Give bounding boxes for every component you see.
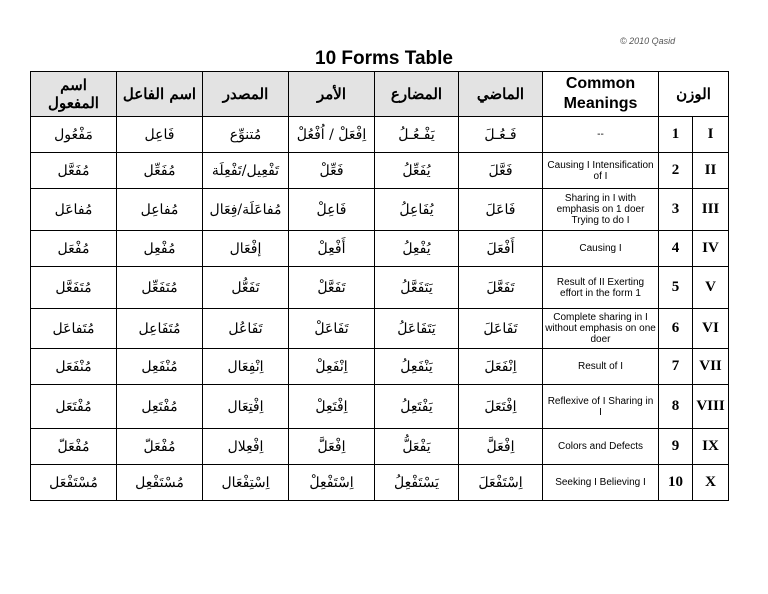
- imperative-cell: تَفَعَّلْ: [289, 267, 375, 309]
- form-roman-cell: VIII: [693, 385, 729, 429]
- form-roman-cell: X: [693, 465, 729, 501]
- masdar-cell: اِنْفِعَال: [203, 349, 289, 385]
- masdar-cell: مُفاعَلَة/فِعَال: [203, 189, 289, 231]
- active-participle-cell: مُنْفَعِل: [117, 349, 203, 385]
- masdar-cell: تَفْعِيل/تَفْعِلَة: [203, 153, 289, 189]
- present-cell: يَتَفَعَّلُ: [375, 267, 459, 309]
- active-participle-cell: مُفَعِّل: [117, 153, 203, 189]
- copyright-notice: © 2010 Qasid: [620, 36, 676, 46]
- table-row: [31, 465, 729, 501]
- form-number-cell: 5: [659, 267, 693, 309]
- form-number-cell: 4: [659, 231, 693, 267]
- passive-participle-cell: مَفْعُول: [31, 117, 117, 153]
- passive-participle-cell: مُنْفَعَل: [31, 349, 117, 385]
- header-row: [31, 72, 729, 117]
- table-row: [31, 267, 729, 309]
- header-wazn: الوزن: [659, 72, 729, 117]
- masdar-cell: اِفْتِعَال: [203, 385, 289, 429]
- header-meanings-line1: Common: [565, 75, 636, 92]
- form-number-cell: 9: [659, 429, 693, 465]
- imperative-cell: اِفْعَلَّ: [289, 429, 375, 465]
- imperative-cell: فَاعِلْ: [289, 189, 375, 231]
- past-cell: فَـعُـلَ: [459, 117, 543, 153]
- meaning-cell: Result of I: [543, 349, 659, 385]
- meaning-cell: Causing I: [543, 231, 659, 267]
- meaning-cell: Reflexive of I Sharing in I: [543, 385, 659, 429]
- form-number-cell: 6: [659, 309, 693, 349]
- past-cell: تَفَاعَلَ: [459, 309, 543, 349]
- masdar-cell: مُتنوِّع: [203, 117, 289, 153]
- past-cell: اِنْفَعَلَ: [459, 349, 543, 385]
- form-roman-cell: III: [693, 189, 729, 231]
- present-cell: يَسْتَفْعِلُ: [375, 465, 459, 501]
- meaning-cell: Seeking I Believing I: [543, 465, 659, 501]
- form-number-cell: 10: [659, 465, 693, 501]
- header-imperative: الأمر: [289, 72, 375, 117]
- present-cell: يُفْعِلُ: [375, 231, 459, 267]
- active-participle-cell: فَاعِل: [117, 117, 203, 153]
- meaning-cell: Result of II Exerting effort in the form 1: [543, 267, 659, 309]
- meaning-cell: Causing I Intensification of I: [543, 153, 659, 189]
- masdar-cell: تَفَاعُل: [203, 309, 289, 349]
- form-number-cell: 2: [659, 153, 693, 189]
- form-number-cell: 1: [659, 117, 693, 153]
- page-title: 10 Forms Table: [315, 48, 453, 69]
- form-number-cell: 7: [659, 349, 693, 385]
- present-cell: يَفْعَلُّ: [375, 429, 459, 465]
- header-present: المضارع: [375, 72, 459, 117]
- passive-participle-cell: مُسْتَفْعَل: [31, 465, 117, 501]
- active-participle-cell: مُفْتَعِل: [117, 385, 203, 429]
- imperative-cell: اِنْفَعِلْ: [289, 349, 375, 385]
- past-cell: أَفْعَلَ: [459, 231, 543, 267]
- active-participle-cell: مُفْعِل: [117, 231, 203, 267]
- imperative-cell: اِفْعَلْ / اُفْعُلْ: [289, 117, 375, 153]
- present-cell: يَفْـعُـلُ: [375, 117, 459, 153]
- form-roman-cell: II: [693, 153, 729, 189]
- table-row: [31, 153, 729, 189]
- past-cell: اِفْتَعَلَ: [459, 385, 543, 429]
- imperative-cell: اِفْتَعِلْ: [289, 385, 375, 429]
- form-roman-cell: I: [693, 117, 729, 153]
- passive-participle-cell: مُفْعَلّ: [31, 429, 117, 465]
- present-cell: يَتَفَاعَلُ: [375, 309, 459, 349]
- header-past: الماضي: [459, 72, 543, 117]
- passive-participle-cell: مُفْتَعَل: [31, 385, 117, 429]
- present-cell: يَفْتَعِلُ: [375, 385, 459, 429]
- form-number-cell: 3: [659, 189, 693, 231]
- past-cell: اِسْتَفْعَلَ: [459, 465, 543, 501]
- past-cell: تَفَعَّلَ: [459, 267, 543, 309]
- passive-participle-cell: مُفْعَل: [31, 231, 117, 267]
- table-row: [31, 189, 729, 231]
- past-cell: فَاعَلَ: [459, 189, 543, 231]
- imperative-cell: اِسْتَفْعِلْ: [289, 465, 375, 501]
- active-participle-cell: مُفْعَلّ: [117, 429, 203, 465]
- masdar-cell: اِسْتِفْعَال: [203, 465, 289, 501]
- form-number-cell: 8: [659, 385, 693, 429]
- header-active-participle: اسم الفاعل: [117, 72, 203, 117]
- imperative-cell: فَعِّلْ: [289, 153, 375, 189]
- imperative-cell: أَفْعِلْ: [289, 231, 375, 267]
- form-rows: [31, 117, 729, 501]
- meaning-cell: --: [543, 117, 659, 153]
- past-cell: فَعَّلَ: [459, 153, 543, 189]
- table-row: [31, 349, 729, 385]
- header-passive-participle: اسم المفعول: [31, 72, 117, 117]
- masdar-cell: اِفْعِلال: [203, 429, 289, 465]
- past-cell: اِفْعَلَّ: [459, 429, 543, 465]
- passive-participle-cell: مُتَفَعَّل: [31, 267, 117, 309]
- forms-table: [30, 71, 729, 501]
- active-participle-cell: مُسْتَفْعِل: [117, 465, 203, 501]
- table-row: [31, 309, 729, 349]
- imperative-cell: تَفَاعَلْ: [289, 309, 375, 349]
- masdar-cell: إفْعَال: [203, 231, 289, 267]
- meaning-cell: Sharing in I with emphasis on 1 doer Trying to do I: [543, 189, 659, 231]
- present-cell: يُفَاعِلُ: [375, 189, 459, 231]
- table-row: [31, 117, 729, 153]
- table-row: [31, 429, 729, 465]
- present-cell: يَنْفَعِلُ: [375, 349, 459, 385]
- present-cell: يُفَعِّلُ: [375, 153, 459, 189]
- header-meanings-line2: Meanings: [563, 95, 638, 112]
- meaning-cell: Colors and Defects: [543, 429, 659, 465]
- table-row: [31, 385, 729, 429]
- active-participle-cell: مُتَفَعِّل: [117, 267, 203, 309]
- form-roman-cell: V: [693, 267, 729, 309]
- passive-participle-cell: مُتَفاعَل: [31, 309, 117, 349]
- form-roman-cell: IX: [693, 429, 729, 465]
- active-participle-cell: مُتَفَاعِل: [117, 309, 203, 349]
- header-masdar: المصدر: [203, 72, 289, 117]
- form-roman-cell: VII: [693, 349, 729, 385]
- masdar-cell: تَفَعُّل: [203, 267, 289, 309]
- table-row: [31, 231, 729, 267]
- form-roman-cell: VI: [693, 309, 729, 349]
- meaning-cell: Complete sharing in I without emphasis on one doer: [543, 309, 659, 349]
- active-participle-cell: مُفاعِل: [117, 189, 203, 231]
- passive-participle-cell: مُفَعَّل: [31, 153, 117, 189]
- passive-participle-cell: مُفاعَل: [31, 189, 117, 231]
- form-roman-cell: IV: [693, 231, 729, 267]
- header-common-meanings: [543, 72, 659, 117]
